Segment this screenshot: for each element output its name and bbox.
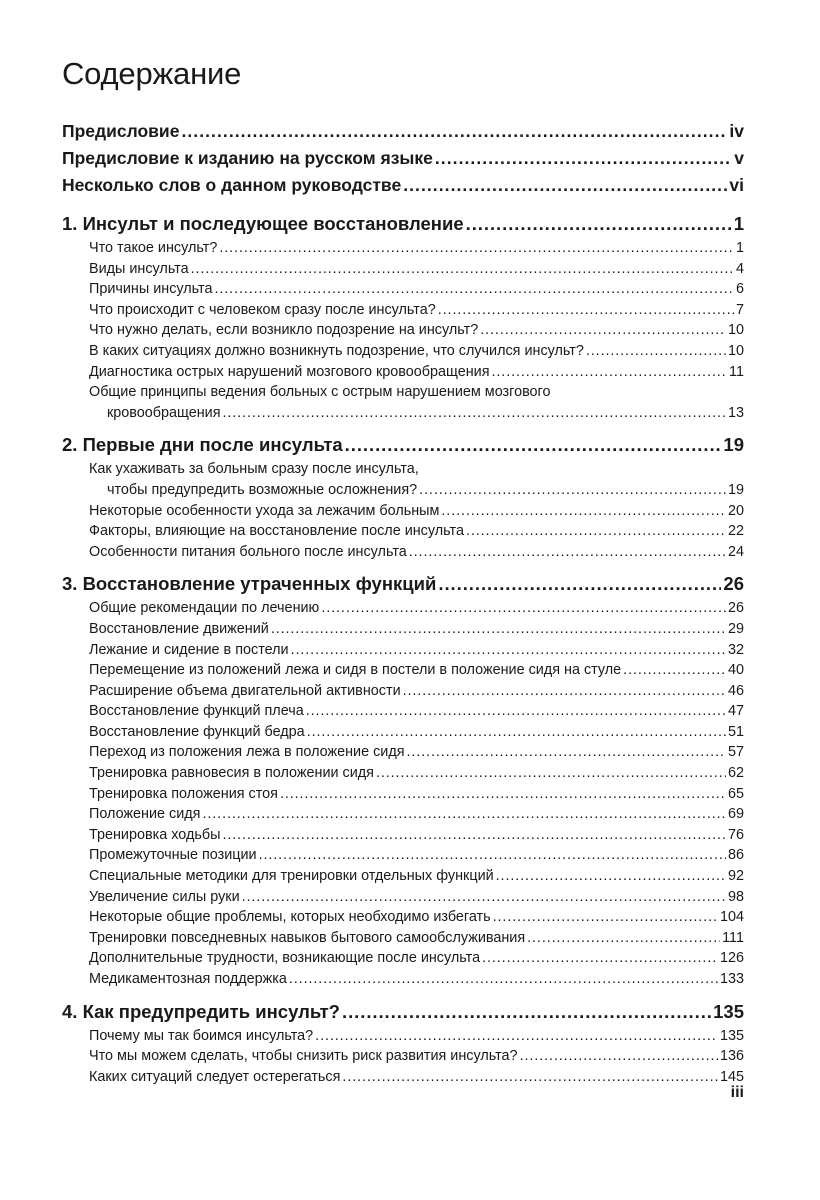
section-entry-title: Восстановление функций плеча <box>89 703 304 720</box>
section-entry-title: Особенности питания больного после инсульта <box>89 543 407 560</box>
dot-leader <box>202 804 726 825</box>
front-matter-entry-page: vi <box>729 175 744 195</box>
section-entry[interactable] <box>62 542 744 563</box>
section-entry-continuation-title: кровообращения <box>107 404 221 421</box>
section-entry-page: 40 <box>727 662 744 679</box>
section-entry-title: Каких ситуаций следует остерегаться <box>89 1068 341 1085</box>
section-entry-title: Расширение объема двигательной активности <box>89 682 401 699</box>
dot-leader <box>222 825 726 846</box>
section-entry[interactable] <box>62 1067 744 1088</box>
dot-leader <box>181 118 727 145</box>
section-entry-title: Промежуточные позиции <box>89 847 257 864</box>
section-entry-page: 24 <box>727 543 744 560</box>
section-entry-page: 46 <box>727 682 744 699</box>
dot-leader <box>315 1026 718 1047</box>
dot-leader <box>307 722 726 743</box>
section-entry-page: 22 <box>727 523 744 540</box>
section-entry[interactable] <box>62 845 744 866</box>
dot-leader <box>191 259 734 280</box>
chapter-block <box>62 210 744 423</box>
section-entry-page: 92 <box>727 868 744 885</box>
section-entry[interactable] <box>62 763 744 784</box>
section-entry-title: Общие рекомендации по лечению <box>89 600 320 617</box>
section-entry[interactable] <box>62 320 744 341</box>
section-entry[interactable] <box>62 969 744 990</box>
section-entry-page: 136 <box>719 1048 744 1065</box>
dot-leader <box>466 521 726 542</box>
section-entry-title: Увеличение силы руки <box>89 888 240 905</box>
dot-leader <box>493 907 718 928</box>
section-entry-title: Восстановление функций бедра <box>89 723 305 740</box>
section-entry-page: 51 <box>727 723 744 740</box>
section-entry-page: 4 <box>735 260 744 277</box>
section-entry[interactable] <box>62 907 744 928</box>
section-entry[interactable] <box>62 501 744 522</box>
dot-leader <box>280 784 726 805</box>
section-entry-continuation <box>89 480 744 501</box>
dot-leader <box>482 948 718 969</box>
section-entry-title: Медикаментозная поддержка <box>89 971 287 987</box>
section-entry[interactable] <box>62 722 744 743</box>
section-entry-continuation-page: 13 <box>727 404 744 421</box>
section-entry-title: Что нужно делать, если возникло подозрение на инсульт? <box>89 322 479 339</box>
dot-leader <box>223 403 726 424</box>
section-entry[interactable] <box>62 1026 744 1047</box>
section-entry-page: 1 <box>735 240 744 256</box>
section-entry-title: Тренировка равновесия в положении сидя <box>89 765 374 782</box>
section-entry[interactable] <box>62 928 744 949</box>
section-entry-title: Восстановление движений <box>89 620 269 637</box>
section-entry-page: 62 <box>727 765 744 782</box>
section-entry-page: 11 <box>729 363 744 380</box>
dot-leader <box>492 362 728 383</box>
section-entry[interactable] <box>62 825 744 846</box>
section-entry-page: 32 <box>727 641 744 658</box>
chapter-entry[interactable] <box>62 570 744 598</box>
section-entry-page: 6 <box>735 281 744 298</box>
chapter-entry-title: 2. Первые дни после инсульта <box>62 434 343 456</box>
section-entry[interactable] <box>62 701 744 722</box>
dot-leader <box>289 969 718 990</box>
dot-leader <box>403 681 726 702</box>
section-entry[interactable] <box>62 382 744 423</box>
dot-leader <box>214 279 734 300</box>
section-entry[interactable] <box>62 948 744 969</box>
section-entry-title: Диагностика острых нарушений мозгового кровообращения <box>89 363 490 380</box>
front-matter-entry-title: Предисловие к изданию на русском языке <box>62 148 433 168</box>
dot-leader <box>520 1046 718 1067</box>
section-entry[interactable] <box>62 887 744 908</box>
section-entry-page: 29 <box>727 620 744 637</box>
chapter-entry-page: 26 <box>723 573 744 595</box>
table-of-contents <box>62 118 744 1087</box>
chapter-entry-title: 1. Инсульт и последующее восстановление <box>62 213 464 234</box>
chapter-entry-page: 19 <box>723 434 744 456</box>
section-entry-title: Что такое инсульт? <box>89 240 218 256</box>
chapter-entry-title: 4. Как предупредить инсульт? <box>62 1000 340 1022</box>
chapter-entry[interactable] <box>62 431 744 459</box>
section-entry[interactable] <box>62 279 744 300</box>
front-matter-entry[interactable] <box>62 145 744 172</box>
section-entry-title: Положение сидя <box>89 806 201 823</box>
dot-leader <box>342 1067 718 1088</box>
dot-leader <box>376 763 726 784</box>
dot-leader <box>345 431 722 459</box>
section-entry-title: Как ухаживать за больным сразу после инсульта, <box>89 461 419 478</box>
dot-leader <box>219 238 734 259</box>
chapter-entry-title: 3. Восстановление утраченных функций <box>62 573 437 595</box>
section-entry[interactable] <box>62 866 744 887</box>
section-entry-page: 76 <box>727 826 744 843</box>
section-entry-page: 26 <box>727 600 744 617</box>
dot-leader <box>271 619 726 640</box>
front-matter-entry-page: v <box>734 148 744 168</box>
chapter-block <box>62 431 744 562</box>
section-entry[interactable] <box>62 681 744 702</box>
section-entry-title: В каких ситуациях должно возникнуть подозрение, что случился инсульт? <box>89 342 584 359</box>
section-entry[interactable] <box>62 521 744 542</box>
page-title: Содержание <box>62 56 242 91</box>
section-entry[interactable] <box>62 619 744 640</box>
section-entry[interactable] <box>62 742 744 763</box>
dot-leader <box>321 598 726 619</box>
section-entry-title: Некоторые общие проблемы, которых необходимо избегать <box>89 909 491 926</box>
section-entry[interactable] <box>62 598 744 619</box>
dot-leader <box>527 928 720 949</box>
dot-leader <box>306 701 726 722</box>
front-matter-entry-page: iv <box>729 121 744 141</box>
section-entry-page: 57 <box>727 744 744 761</box>
dot-leader <box>409 542 726 563</box>
section-entry-title: Тренировка положения стоя <box>89 785 278 802</box>
front-matter-entry[interactable] <box>62 172 744 199</box>
section-entry-title: Дополнительные трудности, возникающие после инсульта <box>89 950 481 967</box>
section-entry[interactable] <box>62 1046 744 1067</box>
section-entry-page: 133 <box>719 971 744 987</box>
dot-leader <box>407 742 726 763</box>
section-entry-page: 126 <box>719 950 744 967</box>
section-entry[interactable] <box>62 660 744 681</box>
dot-leader <box>419 480 726 501</box>
section-entry-title: Тренировка ходьбы <box>89 826 221 843</box>
section-entry[interactable] <box>62 341 744 362</box>
section-entry-page: 20 <box>727 502 744 519</box>
section-entry-continuation-page: 19 <box>727 481 744 498</box>
section-entry-title: Причины инсульта <box>89 281 213 298</box>
section-entry-continuation <box>89 403 744 424</box>
section-entry[interactable] <box>62 362 744 383</box>
section-entry-page: 86 <box>727 847 744 864</box>
section-entry-title: Факторы, влияющие на восстановление после инсульта <box>89 523 464 540</box>
section-entry[interactable] <box>62 804 744 825</box>
dot-leader <box>438 570 721 598</box>
chapter-entry-page: 135 <box>713 1000 744 1022</box>
section-entry-title: Что происходит с человеком сразу после инсульта? <box>89 301 436 318</box>
section-entry-page: 69 <box>727 806 744 823</box>
section-entry-title: Тренировки повседневных навыков бытового самообслуживания <box>89 929 526 946</box>
section-entry-page: 111 <box>722 929 744 946</box>
dot-leader <box>403 172 727 199</box>
section-entry[interactable] <box>62 300 744 321</box>
dot-leader <box>242 887 726 908</box>
page-number: iii <box>730 1084 744 1101</box>
chapter-block <box>62 998 744 1088</box>
section-entry[interactable] <box>62 238 744 259</box>
dot-leader <box>259 845 726 866</box>
section-entry[interactable] <box>62 640 744 661</box>
section-entry-title: Почему мы так боимся инсульта? <box>89 1027 314 1044</box>
dot-leader <box>435 145 732 172</box>
section-entry-page: 98 <box>727 888 744 905</box>
section-entry-title: Перемещение из положений лежа и сидя в постели в положение сидя на стуле <box>89 662 622 679</box>
dot-leader <box>438 300 734 321</box>
dot-leader <box>291 640 726 661</box>
dot-leader <box>466 210 732 238</box>
section-entry-page: 145 <box>719 1068 744 1085</box>
chapter-block <box>62 570 744 989</box>
section-entry-page: 47 <box>727 703 744 720</box>
section-entry-title: Общие принципы ведения больных с острым нарушением мозгового <box>89 384 551 401</box>
front-matter-entry-title: Несколько слов о данном руководстве <box>62 175 402 195</box>
dot-leader <box>586 341 726 362</box>
section-entry[interactable] <box>62 259 744 280</box>
section-entry[interactable] <box>62 784 744 805</box>
dot-leader <box>623 660 726 681</box>
section-entry-page: 65 <box>727 785 744 802</box>
chapter-entry[interactable] <box>62 998 744 1026</box>
section-entry-title: Переход из положения лежа в положение сидя <box>89 744 405 761</box>
dot-leader <box>441 501 726 522</box>
dot-leader <box>496 866 726 887</box>
dot-leader <box>342 998 711 1026</box>
front-matter-entry[interactable] <box>62 118 744 145</box>
section-entry-page: 104 <box>719 909 744 926</box>
section-entry-title: Что мы можем сделать, чтобы снизить риск развития инсульта? <box>89 1048 518 1065</box>
section-entry-page: 10 <box>727 342 744 359</box>
section-entry-title: Виды инсульта <box>89 260 189 277</box>
section-entry-continuation-title: чтобы предупредить возможные осложнения? <box>107 481 418 498</box>
section-entry-page: 7 <box>735 301 744 318</box>
front-matter-entry-title: Предисловие <box>62 121 180 141</box>
section-entry-title: Некоторые особенности ухода за лежачим больным <box>89 502 440 519</box>
chapter-entry[interactable] <box>62 210 744 238</box>
section-entry-page: 10 <box>727 322 744 339</box>
section-entry-page: 135 <box>719 1027 744 1044</box>
chapter-entry-page: 1 <box>733 213 744 234</box>
section-entry-title: Специальные методики для тренировки отдельных функций <box>89 868 494 885</box>
dot-leader <box>480 320 726 341</box>
section-entry[interactable] <box>62 459 744 500</box>
section-entry-title: Лежание и сидение в постели <box>89 641 289 658</box>
